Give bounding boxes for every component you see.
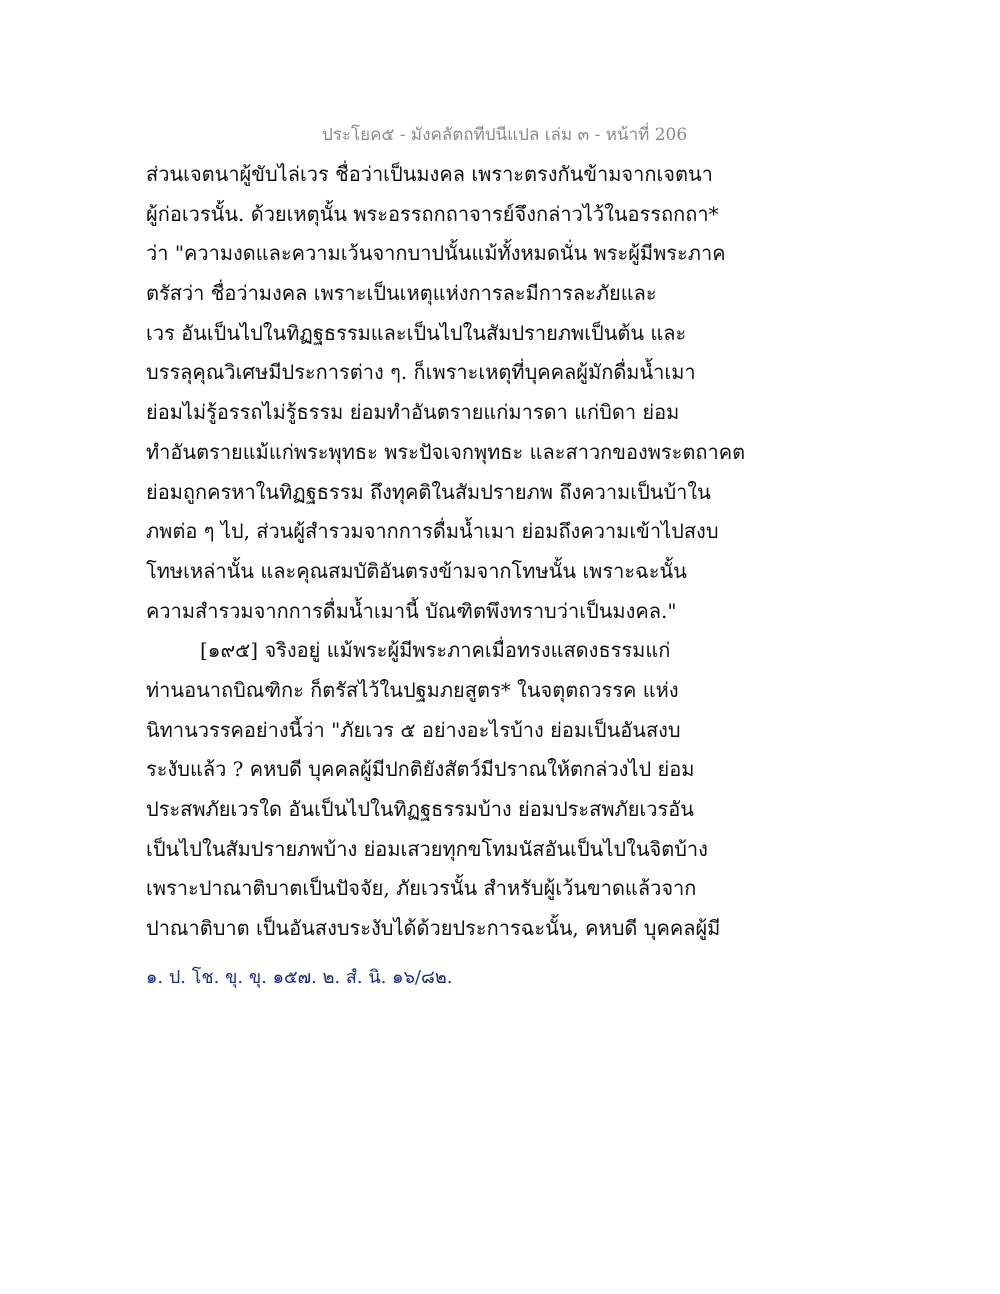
- text-line: ประสพภัยเวรใด อันเป็นไปในทิฏฐธรรมบ้าง ย่อมประสพภัยเวรอัน: [146, 797, 694, 821]
- text-line: ผู้ก่อเวรนั้น. ด้วยเหตุนั้น พระอรรถกถาจารย์จึงกล่าวไว้ในอรรถกถา*: [146, 201, 719, 226]
- text-line: บรรลุคุณวิเศษมีประการต่าง ๆ. ก็เพราะเหตุที่บุคคลผู้มักดื่มน้ำเมา: [146, 360, 696, 385]
- footnote: ๑. ป. โช. ขุ. ขุ. ๑๕๗. ๒. สํ. นิ. ๑๖/๘๒.: [146, 967, 453, 988]
- text-line: ภพต่อ ๆ ไป, ส่วนผู้สำรวมจากการดื่มน้ำเมา ย่อมถึงความเข้าไปสงบ: [146, 519, 719, 544]
- text-line: ความสำรวมจากการดื่มน้ำเมานี้ บัณฑิตพึงทราบว่าเป็นมงคล.": [146, 598, 677, 623]
- text-line: ตรัสว่า ชื่อว่ามงคล เพราะเป็นเหตุแห่งการละมีการละภัยและ: [146, 281, 657, 306]
- body-text: [146, 155, 746, 949]
- running-header: ประโยค๕ - มังคลัตถทีปนีแปล เล่ม ๓ - หน้าที่ 206: [322, 125, 688, 145]
- text-line: โทษเหล่านั้น และคุณสมบัติอันตรงข้ามจากโทษนั้น เพราะฉะนั้น: [146, 558, 687, 583]
- text-line: เพราะปาณาติบาตเป็นปัจจัย, ภัยเวรนั้น สำหรับผู้เว้นขาดแล้วจาก: [146, 876, 697, 901]
- text-line: เวร อันเป็นไปในทิฏฐธรรมและเป็นไปในสัมปรายภพเป็นต้น และ: [146, 320, 687, 345]
- text-line: ส่วนเจตนาผู้ขับไล่เวร ชื่อว่าเป็นมงคล เพราะตรงกันข้ามจากเจตนา: [146, 162, 713, 186]
- paragraph-start-line: [๑๙๕] จริงอยู่ แม้พระผู้มีพระภาคเมื่อทรงแสดงธรรมแก่: [200, 638, 671, 663]
- text-line: ระงับแล้ว ? คหบดี บุคคลผู้มีปกติยังสัตว์มีปราณให้ตกล่วงไป ย่อม: [146, 757, 695, 782]
- text-line: นิทานวรรคอย่างนี้ว่า "ภัยเวร ๕ อย่างอะไรบ้าง ย่อมเป็นอันสงบ: [146, 717, 681, 742]
- text-line: ว่า "ความงดและความเว้นจากบาปนั้นแม้ทั้งหมดนั่น พระผู้มีพระภาค: [146, 241, 726, 266]
- text-line: ย่อมไม่รู้อรรถไม่รู้ธรรม ย่อมทำอันตรายแก่มารดา แก่บิดา ย่อม: [146, 400, 680, 425]
- text-line: ย่อมถูกครหาในทิฏฐธรรม ถึงทุคติในสัมปรายภพ ถึงความเป็นบ้าใน: [146, 479, 711, 504]
- text-line: เป็นไปในสัมปรายภพบ้าง ย่อมเสวยทุกขโทมนัสอันเป็นไปในจิตบ้าง: [146, 836, 708, 861]
- text-line: ท่านอนาถบิณฑิกะ ก็ตรัสไว้ในปฐมภยสูตร* ในจตุตถวรรค แห่ง: [146, 677, 679, 702]
- text-line: ทำอันตรายแม้แก่พระพุทธะ พระปัจเจกพุทธะ และสาวกของพระตถาคต: [146, 439, 746, 464]
- text-line: ปาณาติบาต เป็นอันสงบระงับได้ด้วยประการฉะนั้น, คหบดี บุคคลผู้มี: [146, 916, 721, 941]
